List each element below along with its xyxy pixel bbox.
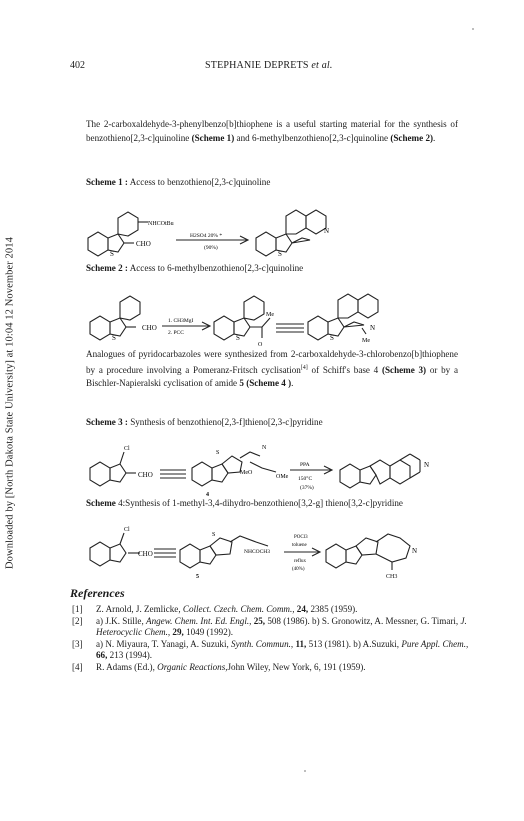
- scheme3-n2: N: [424, 461, 430, 469]
- scheme2-o: O: [258, 342, 263, 348]
- scheme2-me1: Me: [266, 312, 274, 318]
- scheme3-reagent-bottom: (37%): [300, 485, 314, 491]
- intro-text-1: The 2-carboxaldehyde-3-phenylbenzo[b]thiophene is a useful starting material for the synthesis of benzothieno[2,3-c]quinoline: [86, 119, 458, 143]
- intro-scheme1-ref: (Scheme 1): [191, 132, 235, 143]
- reference-authors: Z. Arnold, J. Zemlicke,: [96, 604, 183, 614]
- scheme1-substituent: NHCOtBu: [148, 221, 174, 227]
- scheme4-ch3: CH3: [386, 574, 398, 580]
- reference-journal: Collect. Czech. Chem. Comm.,: [182, 604, 295, 614]
- scheme3-cl: Cl: [124, 446, 130, 452]
- scheme2-s1: S: [112, 334, 116, 342]
- analogues-text-2: of Schiff's base 4: [307, 364, 382, 375]
- scheme4-compound: 5: [196, 574, 199, 580]
- reference-pages: 508 (1986). b) S. Gronowitz, A. Messner, G. Timari,: [265, 615, 461, 626]
- analogues-text-3: or by a Bischler-Napieralski cyclisation of amide: [86, 364, 458, 389]
- download-watermark: Downloaded by [North Dakota State University] at 10:04 12 November 2014: [4, 237, 16, 569]
- reference-number: [4]: [72, 661, 83, 672]
- page-number: 402: [70, 60, 85, 71]
- scheme1-s2: S: [278, 250, 282, 258]
- reference-pages: 2385 (1959).: [308, 604, 358, 614]
- scheme1-n: N: [324, 227, 330, 235]
- scheme3-meo: MeO: [240, 470, 253, 476]
- header-etal: et al.: [311, 60, 333, 71]
- scheme2-s2: S: [236, 334, 240, 342]
- reference-number: [1]: [72, 604, 83, 614]
- scheme3-compound: 4: [206, 492, 209, 498]
- scheme3-reagent-mid: 150°C: [298, 476, 313, 482]
- scheme2-s3: S: [330, 334, 334, 342]
- reference-item: [72, 604, 472, 616]
- scheme3-s: S: [216, 450, 220, 456]
- scheme2-n: N: [370, 324, 376, 332]
- reference-volume: 29,: [170, 627, 184, 638]
- scheme4-reagent-1: POCl3: [294, 535, 308, 540]
- reference-journal: Pure Appl. Chem.,: [401, 638, 469, 649]
- scheme1-reagent-top: H2SO4 20% *: [190, 233, 223, 239]
- scan-speck: [304, 770, 306, 772]
- reference-number: [3]: [72, 638, 83, 649]
- scheme1-title: Access to benzothieno[2,3-c]quinoline: [127, 177, 271, 187]
- reference-authors: a) J.K. Stille,: [96, 615, 147, 626]
- scheme2-me2: Me: [362, 338, 370, 344]
- analogues-text-4: .: [291, 378, 294, 389]
- scheme4-reagent-3: reflux: [294, 559, 306, 564]
- reference-journal: Angew. Chem. Int. Ed. Engl.,: [146, 615, 252, 626]
- analogues-text-1: Analogues of pyridocarbazoles were synthesized from 2-carboxaldehyde-3-chlorobenzo[b]thiophene by a procedure involving a Pomeranz-Fritsch cyclisation: [86, 349, 458, 375]
- scheme4-title: 4:Synthesis of 1-methyl-3,4-dihydro-benzothieno[3,2-g] thieno[3,2-c]pyridine: [115, 498, 403, 508]
- reference-authors: R. Adams (Ed.),: [96, 661, 158, 672]
- scheme4-s: S: [212, 532, 216, 538]
- scheme4-cho: CHO: [138, 550, 153, 558]
- scheme1-s1: S: [110, 250, 114, 258]
- reference-authors: a) N. Miyaura, T. Yanagi, A. Suzuki,: [96, 638, 232, 649]
- references-heading: References: [70, 586, 125, 600]
- reference-pages: 1049 (1992).: [183, 627, 234, 638]
- scheme4-label: Scheme: [86, 498, 116, 508]
- scheme2-label: Scheme 2 :: [86, 263, 128, 273]
- scheme4-n: N: [412, 547, 418, 555]
- scheme3-ome: OMe: [276, 474, 289, 480]
- header-authors: STEPHANIE DEPRETS: [205, 60, 309, 71]
- scheme1-cho: CHO: [136, 240, 151, 248]
- scheme4-nhcoch3: NHCOCH3: [244, 549, 270, 555]
- scheme1-reagent-bottom: (90%): [204, 245, 218, 251]
- analogues-scheme4-ref: (Scheme 4 ): [246, 378, 292, 389]
- scheme3-n1: N: [262, 445, 267, 451]
- reference-number: [2]: [72, 615, 83, 626]
- analogues-ref-sup: [4]: [300, 364, 308, 371]
- reference-volume: 11,: [293, 638, 307, 649]
- intro-scheme2-ref: (Scheme 2): [390, 132, 434, 143]
- reference-pages: 513 (1981). b) A.Suzuki,: [306, 638, 402, 649]
- scan-speck: [472, 28, 474, 30]
- scheme2-reagent-top: 1. CH3MgI: [168, 318, 194, 324]
- reference-pages: 213 (1994).: [107, 650, 153, 661]
- scheme3-cho: CHO: [138, 471, 153, 479]
- reference-item: [72, 662, 472, 674]
- scheme3-reagent-top: PPA: [300, 462, 310, 468]
- analogues-scheme3-ref: (Scheme 3): [381, 364, 427, 375]
- scheme4-cl: Cl: [124, 527, 130, 533]
- scheme4-reagent-4: (40%): [292, 567, 305, 572]
- scheme2-title: Access to 6-methylbenzothieno[2,3-c]quinoline: [127, 263, 304, 273]
- references-list: [72, 604, 472, 674]
- scheme3-title: Synthesis of benzothieno[2,3-f]thieno[2,3-c]pyridine: [127, 417, 323, 427]
- scheme3-label: Scheme 3 :: [86, 417, 128, 427]
- scheme2-cho: CHO: [142, 324, 157, 332]
- scheme4-reagent-2: toluene: [292, 543, 307, 548]
- reference-journal: Organic Reactions,: [157, 661, 228, 672]
- analogues-amide-number: 5: [239, 378, 244, 389]
- reference-journal: Synth. Commun.,: [231, 638, 294, 649]
- scheme1-label: Scheme 1 :: [86, 177, 128, 187]
- reference-item: [72, 616, 472, 639]
- reference-volume: 24,: [294, 604, 309, 614]
- intro-text-2: and 6-methylbenzothieno[2,3-c]quinoline: [234, 132, 391, 143]
- reference-volume: 25,: [251, 615, 266, 626]
- intro-text-3: .: [433, 132, 436, 143]
- reference-item: [72, 639, 472, 662]
- scheme2-reagent-bottom: 2. PCC: [168, 330, 184, 336]
- reference-volume: 66,: [96, 650, 108, 661]
- reference-journal: J. Heterocyclic Chem.,: [96, 615, 467, 638]
- reference-pages: John Wiley, New York, 6, 191 (1959).: [227, 661, 366, 672]
